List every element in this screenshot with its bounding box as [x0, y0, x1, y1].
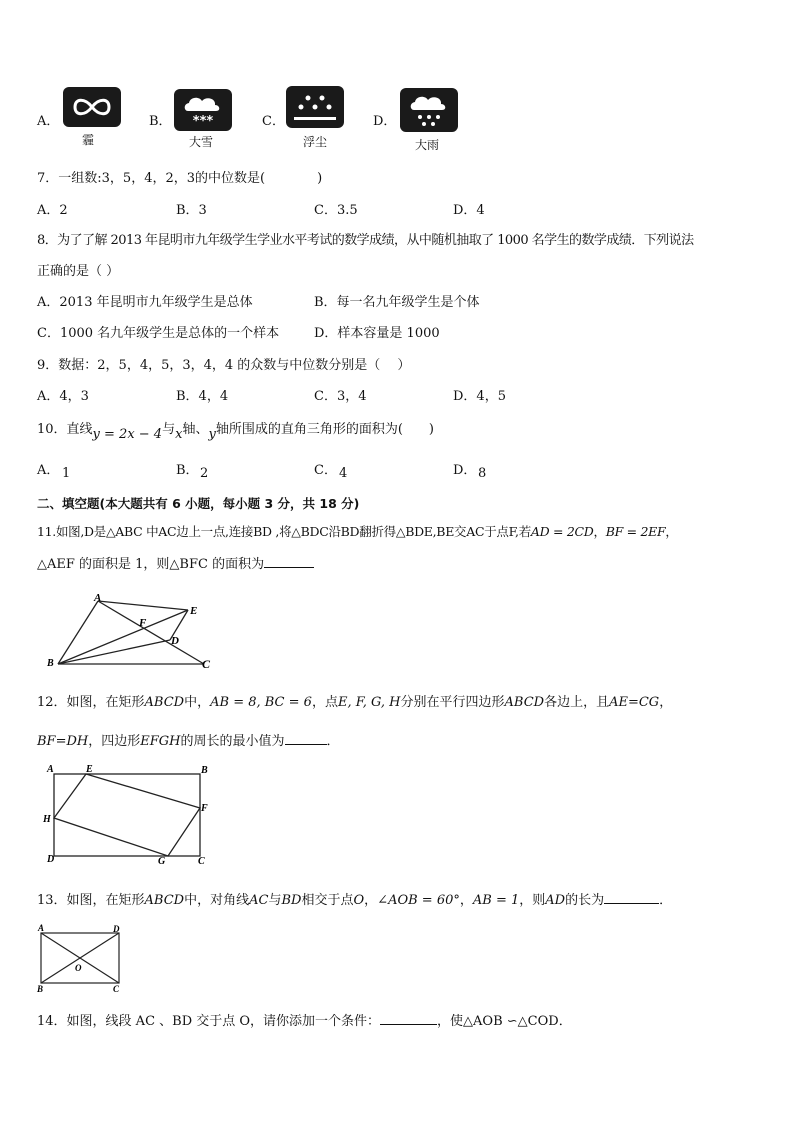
- q10-mid1: 与: [162, 422, 176, 437]
- haze-icon: [63, 87, 121, 127]
- heavy-rain-icon: [400, 88, 458, 132]
- q12-l1b: 中，: [184, 695, 211, 710]
- q9-option-b: B．4，4: [176, 389, 229, 404]
- q12-l1d: 分别在平行四边形: [400, 695, 505, 710]
- q12-l1e: 各边上，且: [544, 695, 610, 710]
- q13-figure: [34, 921, 130, 997]
- q13-c: 与: [268, 893, 282, 908]
- q12-cond2: AE=CG: [609, 695, 660, 710]
- q11-stem-line2: [37, 553, 314, 572]
- q12-label-b: B: [201, 765, 208, 776]
- q10-stem: [37, 418, 434, 442]
- q11-sep: ，: [593, 524, 606, 539]
- q10-mid2: 轴、: [182, 422, 209, 437]
- q13-abcd: ABCD: [144, 893, 185, 908]
- q9-option-d: D．4，5: [453, 389, 506, 404]
- q12-l1c: ，点: [311, 695, 338, 710]
- q12-stem-line1: [37, 691, 672, 710]
- q12-efgh: EFGH: [140, 734, 181, 749]
- q13-answer-blank[interactable]: [604, 891, 659, 904]
- q14-a: 14．如图，线段 AC 、BD 交于点 O，请你添加一个条件：: [37, 1014, 381, 1029]
- q12-l1a: 12．如图，在矩形: [37, 695, 145, 710]
- q12-l1f: ，: [659, 695, 673, 710]
- q13-label-c: C: [113, 984, 120, 994]
- q10-option-b-letter: B．: [176, 463, 199, 478]
- q7-option-b: B．3: [176, 203, 207, 218]
- q11-label-f: F: [139, 617, 147, 629]
- q12-label-h: H: [43, 814, 51, 825]
- q12-cond: AB = 8, BC = 6: [210, 695, 312, 710]
- q12-label-c: C: [198, 856, 205, 867]
- q12-answer-blank[interactable]: [285, 732, 327, 745]
- q13-label-a: A: [38, 923, 45, 933]
- q6-option-b-caption: 大雪: [189, 135, 214, 149]
- q13-f: ，: [459, 893, 473, 908]
- q13-b: 中，对角线: [184, 893, 250, 908]
- q13-ac: AC: [249, 893, 269, 908]
- q12-abcd: ABCD: [144, 695, 185, 710]
- q7-option-c: C．3.5: [314, 203, 358, 218]
- q12-l2d: ．: [326, 734, 340, 749]
- q13-label-o: O: [75, 963, 82, 973]
- q10-option-a-letter: A．: [37, 463, 60, 478]
- q7-option-a: A．2: [37, 203, 68, 218]
- q10-suffix: 轴所围成的直角三角形的面积为( ): [215, 422, 434, 437]
- q10-option-c-value: 4: [339, 466, 348, 481]
- floating-dust-icon: [286, 86, 344, 128]
- q11-label-a: A: [94, 592, 102, 604]
- q13-stem: [37, 889, 672, 908]
- q7-stem: 7．一组数:3，5，4，2，3的中位数是( ): [37, 171, 323, 186]
- q9-stem: 9．数据：2，5，4，5，3，4，4 的众数与中位数分别是（ ）: [37, 358, 411, 373]
- q11-cond1: AD = 2CD: [530, 524, 594, 539]
- q12-l2b: ，四边形: [88, 734, 141, 749]
- q14-stem: [37, 1010, 572, 1029]
- q12-l2a: BF=DH: [37, 734, 89, 749]
- q13-bd: BD: [281, 893, 302, 908]
- q9-option-c: C．3，4: [314, 389, 367, 404]
- q8-stem-line2: 正确的是（ ）: [37, 264, 120, 279]
- q11-line2-text: △AEF 的面积是 1，则△BFC 的面积为: [37, 557, 265, 572]
- q14-answer-blank[interactable]: [380, 1012, 437, 1025]
- q12-figure: [38, 760, 218, 870]
- q11-text: 11.如图,D是△ABC 中AC边上一点,连接BD ,将△BDC沿BD翻折得△BDE,BE交AC于点F,若: [37, 524, 531, 539]
- q11-label-b: B: [47, 658, 54, 669]
- heavy-snow-icon: [174, 89, 232, 131]
- q10-option-b-value: 2: [200, 466, 209, 481]
- q10-prefix: 10．直线: [37, 422, 93, 437]
- q11-answer-blank[interactable]: [264, 555, 314, 568]
- q10-option-d-value: 8: [478, 466, 487, 481]
- q8-option-b: B．每一名九年级学生是个体: [314, 295, 480, 310]
- q13-ad: AD: [545, 893, 566, 908]
- q13-o: O: [353, 893, 365, 908]
- q8-option-c: C．1000 名九年级学生是总体的一个样本: [37, 326, 280, 341]
- q9-option-a: A．4，3: [37, 389, 89, 404]
- q6-option-c-caption: 浮尘: [303, 135, 328, 149]
- q13-ab: AB = 1: [472, 893, 520, 908]
- q12-l2c: 的周长的最小值为: [180, 734, 285, 749]
- q12-stem-line2: [37, 730, 340, 749]
- q13-label-b: B: [37, 984, 44, 994]
- q12-label-f: F: [201, 803, 208, 814]
- q11-cond2: BF = 2EF: [605, 524, 666, 539]
- q13-e: ，: [364, 893, 378, 908]
- q13-d: 相交于点: [301, 893, 354, 908]
- section2-heading: 二、填空题(本大题共有 6 小题，每小题 3 分，共 18 分): [37, 496, 360, 511]
- q10-option-d-letter: D．: [453, 463, 477, 478]
- q11-stem-line1: [37, 522, 678, 540]
- q6-option-a-letter: A．: [37, 114, 60, 129]
- q12-label-g: G: [158, 856, 166, 867]
- q10-option-a-value: 1: [62, 466, 71, 481]
- q6-option-a-caption: 霾: [82, 133, 95, 147]
- q10-x-var: x: [175, 427, 183, 442]
- q13-a: 13．如图，在矩形: [37, 893, 145, 908]
- q10-option-c-letter: C．: [314, 463, 337, 478]
- q11-end: ，: [665, 524, 678, 539]
- q14-b: ，使△AOB ∽△COD．: [437, 1014, 572, 1029]
- q10-formula: y = 2x − 4: [92, 427, 163, 442]
- q6-option-d-letter: D．: [373, 114, 397, 129]
- q10-y-var: y: [208, 427, 216, 442]
- q8-stem-line1: 8．为了了解 2013 年昆明市九年级学生学业水平考试的数学成绩，从中随机抽取了 1000 名学生的数学成绩．下列说法: [37, 233, 694, 248]
- q8-option-a: A．2013 年昆明市九年级学生是总体: [37, 295, 253, 310]
- q12-label-a: A: [47, 764, 54, 775]
- q11-label-d: D: [171, 635, 179, 647]
- q12-points: E, F, G, H: [337, 695, 401, 710]
- q13-angle: ∠AOB = 60°: [377, 893, 460, 908]
- q6-option-c-letter: C．: [262, 114, 285, 129]
- q12-abcd2: ABCD: [504, 695, 545, 710]
- q6-option-b-letter: B．: [149, 114, 172, 129]
- q11-label-e: E: [190, 605, 198, 617]
- q12-label-d: D: [47, 854, 55, 865]
- q12-label-e: E: [86, 764, 93, 775]
- q8-option-d: D．样本容量是 1000: [314, 326, 440, 341]
- q13-i: ．: [659, 893, 673, 908]
- q13-label-d: D: [113, 924, 120, 934]
- q6-option-d-caption: 大雨: [415, 138, 440, 152]
- snow-glyph: ***: [192, 114, 214, 129]
- q7-option-d: D．4: [453, 203, 485, 218]
- q11-label-c: C: [202, 657, 211, 671]
- q11-figure: [40, 592, 230, 672]
- q13-h: 的长为: [565, 893, 605, 908]
- q13-g: ，则: [519, 893, 546, 908]
